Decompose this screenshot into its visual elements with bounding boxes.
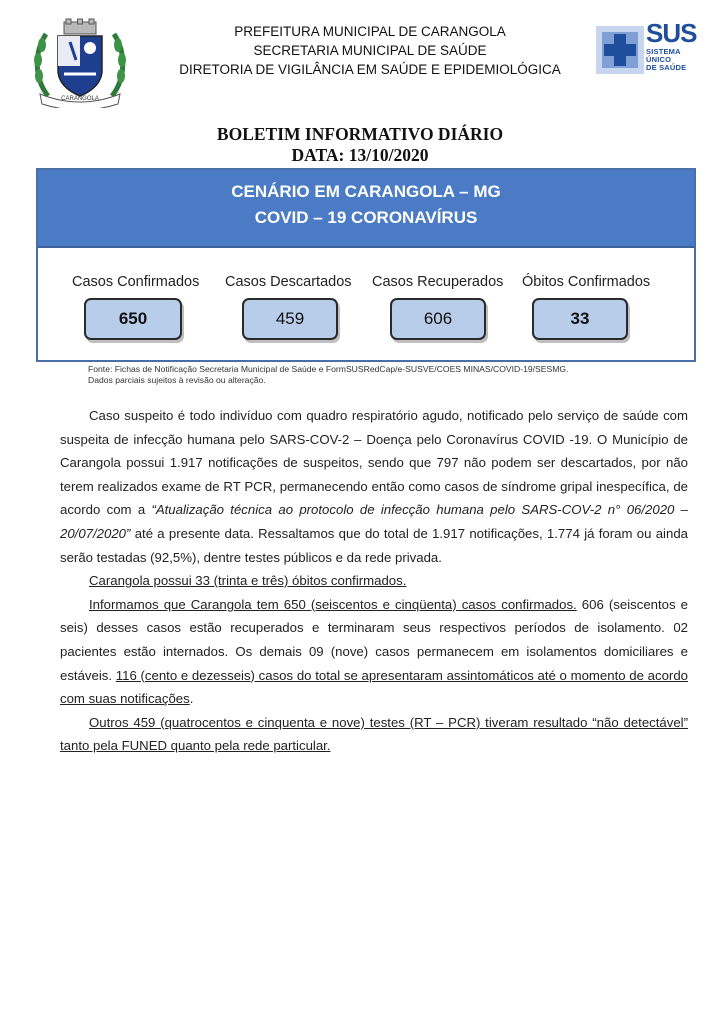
stat-label-recovered: Casos Recuperados xyxy=(372,274,504,290)
stat-value-confirmed: 650 xyxy=(84,298,182,340)
stat-label-confirmed: Casos Confirmados xyxy=(72,274,200,290)
stat-label-discarded: Casos Descartados xyxy=(225,274,352,290)
paragraph-suspected-cases xyxy=(60,404,688,569)
municipal-crest-logo xyxy=(30,18,130,108)
sus-logo-name: SUS xyxy=(646,18,697,48)
stat-value-deaths: 33 xyxy=(532,298,628,340)
paragraph-1-text-a: Caso suspeito é todo indivíduo com quadro respiratório agudo, notificado pelo serviço de saúde com suspeita de infecção humana pelo SARS-COV-2 – Doença pelo Coronavírus COVID -19. O Município de Carangola possui 1.917 notificações de suspeitos, sendo que 797 não podem ser descartados, por não terem realizados exame de RT PCR, permanecendo então como casos de síndrome gripal inespecífica, de acordo com a xyxy=(60,408,688,518)
sus-cross-icon xyxy=(596,26,644,74)
bulletin-title: BOLETIM INFORMATIVO DIÁRIO xyxy=(216,124,504,144)
panel-heading-line-2: COVID – 19 CORONAVÍRUS xyxy=(254,208,478,227)
discarded-tests-statement: Outros 459 (quatrocentos e cinquenta e nove) testes (RT – PCR) tiveram resultado “não detectável” tanto pela FUNED quanto pela rede particular. xyxy=(60,714,688,754)
deaths-statement: Carangola possui 33 (trinta e três) óbitos confirmados. xyxy=(89,573,407,589)
asymptomatic-statement: 116 (cento e dezesseis) casos do total se apresentaram assintomáticos até o momento de acordo com suas notificações xyxy=(60,667,688,707)
confirmed-statement: Informamos que Carangola tem 650 (seiscentos e cinqüenta) casos confirmados. xyxy=(89,596,577,612)
header-institution xyxy=(140,22,600,79)
stat-value-recovered: 606 xyxy=(390,298,486,340)
source-note xyxy=(88,364,668,385)
source-note-line-2: Dados parciais sujeitos à revisão ou alteração. xyxy=(88,374,266,385)
header-line-prefeitura: PREFEITURA MUNICIPAL DE CARANGOLA xyxy=(234,24,506,39)
sus-logo-subtitle-2: ÚNICO xyxy=(646,55,672,64)
header-line-secretaria: SECRETARIA MUNICIPAL DE SAÚDE xyxy=(253,43,487,58)
source-note-line-1: Fonte: Fichas de Notificação Secretaria Municipal de Saúde e FormSUSRedCap/e-SUSVE/COES MINAS/COVID-19/SESMG. xyxy=(88,364,569,374)
paragraph-discarded-tests xyxy=(60,711,688,758)
sus-logo-subtitle-1: SISTEMA xyxy=(646,47,681,56)
panel-heading-line-1: CENÁRIO EM CARANGOLA – MG xyxy=(231,182,501,201)
stat-label-deaths: Óbitos Confirmados xyxy=(522,274,651,290)
crest-banner-text: CARANGOLA xyxy=(61,96,99,102)
technical-update-reference: “Atualização técnica ao protocolo de infecção humana pelo SARS-COV-2 n° 06/2020 – 20/07/2020” xyxy=(60,502,688,541)
paragraph-1-text-b: até a presente data. Ressaltamos que do total de 1.917 notificações, 1.774 já foram ou ainda serão testadas (92,5%), dentre testes públicos e da rede privada. xyxy=(60,525,688,565)
panel-heading xyxy=(38,170,694,248)
stat-value-discarded: 459 xyxy=(242,298,338,340)
sus-logo-subtitle-3: DE SAÚDE xyxy=(646,63,687,72)
paragraph-3-text-b: . xyxy=(189,691,194,707)
bulletin-date: DATA: 13/10/2020 xyxy=(291,145,429,165)
header-line-diretoria: DIRETORIA DE VIGILÂNCIA EM SAÚDE E EPIDEMIOLÓGICA xyxy=(179,62,561,77)
paragraph-3-text-a: 606 (seiscentos e seis) desses casos estão recuperados e terminaram seus respectivos períodos de isolamento. 02 pacientes estão internados. Os demais 09 (nove) casos permanecem em isolamentos domiciliares e estáveis. xyxy=(60,596,689,683)
covid-summary-panel xyxy=(36,168,696,362)
paragraph-deaths xyxy=(60,569,688,593)
sus-logo xyxy=(596,20,696,88)
paragraph-confirmed-cases xyxy=(60,593,688,711)
bulletin-body xyxy=(60,404,688,758)
